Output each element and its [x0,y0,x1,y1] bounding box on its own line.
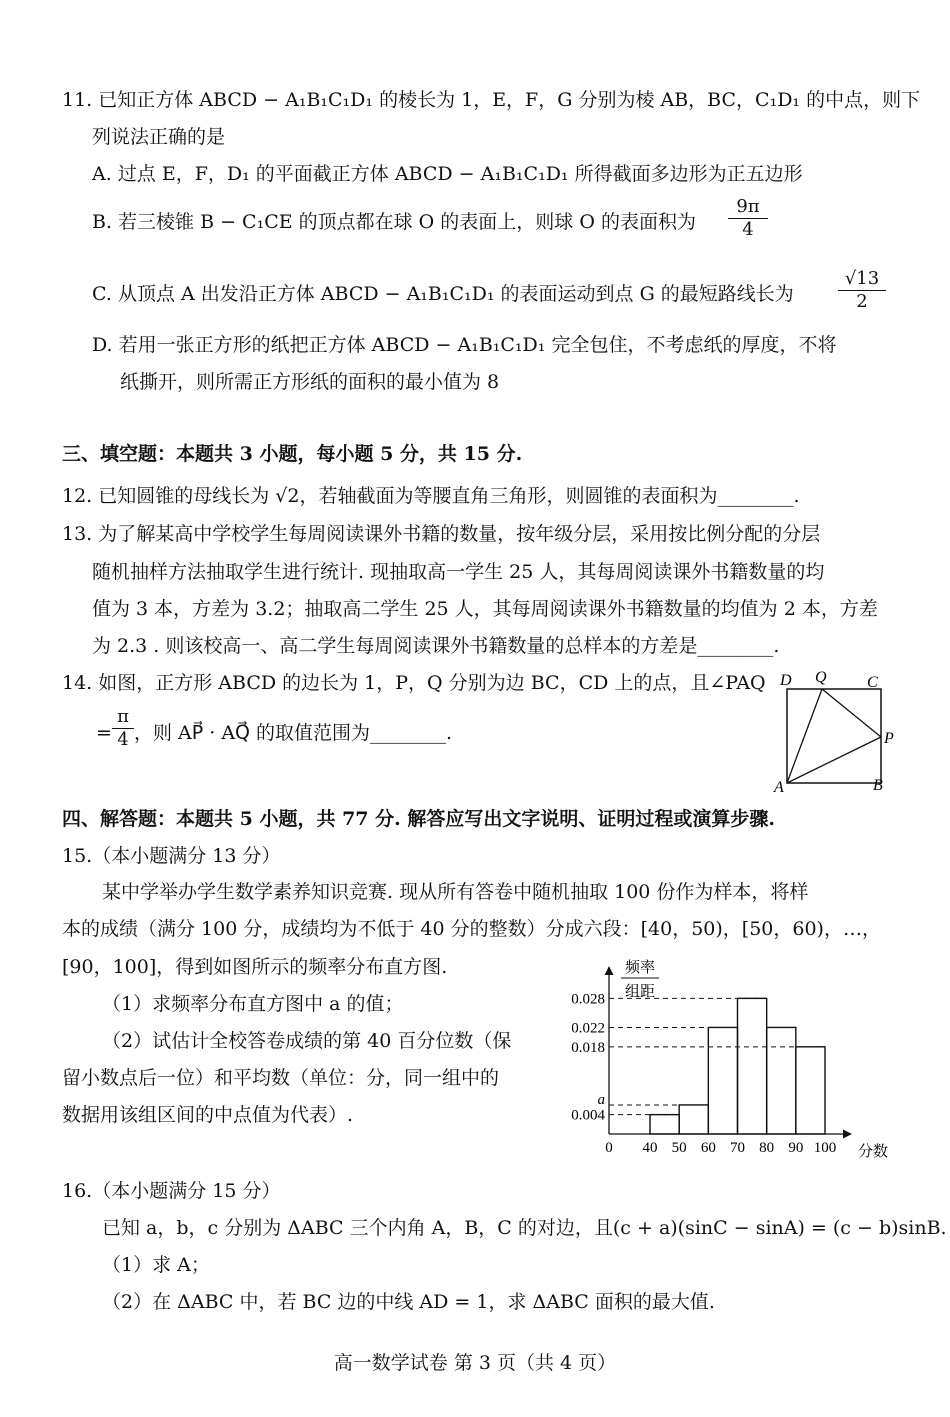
x-tick-label-80: 80 [759,1140,775,1156]
histogram-bar-4 [767,1027,796,1134]
x-tick-label-100: 100 [813,1140,837,1156]
q11-option-d-line2: 纸撕开，则所需正方形纸的面积的最小值为 8 [120,371,500,393]
square-abcd [787,689,881,783]
q16-part1: （1）求 A； [102,1254,210,1276]
x-tick-label-90: 90 [788,1140,804,1156]
x-tick-label-50: 50 [671,1140,687,1156]
histogram-bar-1 [679,1105,708,1134]
q11-b-numerator: 9π [728,196,768,219]
q15-line2: 本的成绩（满分 100 分，成绩均为不低于 40 分的整数）分成六段：[40，50)，[50，60)，…， [62,918,881,940]
q11-c-numerator: √13 [838,268,886,291]
q15-heading: 15.（本小题满分 13 分） [62,845,281,867]
label-a: A [774,779,784,796]
q15-part1: （1）求频率分布直方图中 a 的值； [102,993,404,1015]
q13-line3: 值为 3 本，方差为 3.2；抽取高二学生 25 人，其每周阅读课外书籍数量的均值为 2 本，方差 [92,598,878,620]
label-q: Q [815,669,827,686]
y-tick-label-4: 0.004 [571,1107,605,1124]
square-figure [770,666,900,796]
section3-heading: 三、填空题：本题共 3 小题，每小题 5 分，共 15 分. [62,443,523,465]
q11-b-denominator: 4 [742,219,754,240]
y-axis-title-bottom: 组距 [624,984,656,1000]
q14-fraction [112,706,134,751]
histogram-bar-2 [708,1027,737,1134]
q15-part2-line3: 数据用该组区间的中点值为代表）. [62,1104,354,1126]
q13-line4: 为 2.3 . 则该校高一、高二学生每周阅读课外书籍数量的总样本的方差是________. [92,635,780,657]
q14-equals: = [96,722,112,744]
y-tick-label-0: 0.028 [571,991,605,1008]
q11-option-a: A. 过点 E，F，D₁ 的平面截正方体 ABCD − A₁B₁C₁D₁ 所得截面多边形为正五边形 [92,163,803,185]
x-tick-label-70: 70 [730,1140,745,1156]
y-tick-label-1: 0.022 [571,1020,605,1037]
q15-line3: [90，100]，得到如图所示的频率分布直方图. [62,956,448,978]
q15-part2-line2: 留小数点后一位）和平均数（单位：分，同一组中的 [62,1067,500,1089]
q16-heading: 16.（本小题满分 15 分） [62,1180,281,1202]
y-axis-title-top: 频率 [624,960,656,976]
label-d: D [780,672,792,689]
q11-option-d-line1: D. 若用一张正方形的纸把正方体 ABCD − A₁B₁C₁D₁ 完全包住，不考虑纸的厚度，不将 [92,334,837,356]
label-b: B [873,777,883,794]
q11-c-fraction [838,268,886,313]
segment-pq [822,689,881,737]
q14-line2: ，则 AP⃗ · AQ⃗ 的取值范围为________. [134,722,453,744]
q14-frac-denominator: 4 [117,729,129,750]
label-p: P [884,730,894,747]
page-footer: 高一数学试卷 第 3 页（共 4 页） [333,1352,617,1374]
histogram-bar-5 [796,1047,825,1134]
q11-line1: 11. 已知正方体 ABCD − A₁B₁C₁D₁ 的棱长为 1，E，F，G 分别为棱 AB，BC，C₁D₁ 的中点，则下 [62,89,921,111]
origin-label: 0 [605,1140,613,1156]
frequency-histogram [555,955,900,1165]
q13-line2: 随机抽样方法抽取学生进行统计. 现抽取高一学生 25 人，其每周阅读课外书籍数量的均 [92,561,825,583]
q11-c-denominator: 2 [856,291,868,312]
q12-text: 12. 已知圆锥的母线长为 √2，若轴截面为等腰直角三角形，则圆锥的表面积为________. [62,485,800,507]
q16-part2: （2）在 ΔABC 中，若 BC 边的中线 AD = 1，求 ΔABC 面积的最大值. [102,1291,715,1313]
q16-line1: 已知 a，b，c 分别为 ΔABC 三个内角 A，B，C 的对边，且(c + a)(sinC − sinA) = (c − b)sinB. [102,1217,947,1239]
q11-b-fraction [728,196,768,241]
histogram-bar-0 [650,1115,679,1134]
q15-part2-line1: （2）试估计全校答卷成绩的第 40 百分位数（保 [102,1030,512,1052]
x-axis-title: 分数 [857,1144,889,1160]
label-c: C [867,674,878,691]
q11-line2: 列说法正确的是 [92,126,226,148]
q14-line1: 14. 如图，正方形 ABCD 的边长为 1，P，Q 分别为边 BC，CD 上的点，且∠PAQ [62,672,766,694]
x-tick-label-60: 60 [700,1140,716,1156]
q11-option-c: C. 从顶点 A 出发沿正方体 ABCD − A₁B₁C₁D₁ 的表面运动到点 G 的最短路线长为 [92,283,794,305]
histogram-bar-3 [738,998,767,1134]
section4-heading: 四、解答题：本题共 5 小题，共 77 分. 解答应写出文字说明、证明过程或演算步骤. [62,808,775,830]
q11-option-b: B. 若三棱锥 B − C₁CE 的顶点都在球 O 的表面上，则球 O 的表面积为 [92,211,696,233]
q15-line1: 某中学举办学生数学素养知识竞赛. 现从所有答卷中随机抽取 100 份作为样本，将样 [102,881,809,903]
y-tick-label-2: 0.018 [571,1039,605,1056]
q13-line1: 13. 为了解某高中学校学生每周阅读课外书籍的数量，按年级分层，采用按比例分配的分层 [62,523,821,545]
q14-frac-numerator: π [112,706,134,729]
y-tick-label-3: a [597,1091,605,1108]
x-tick-label-40: 40 [642,1140,658,1156]
